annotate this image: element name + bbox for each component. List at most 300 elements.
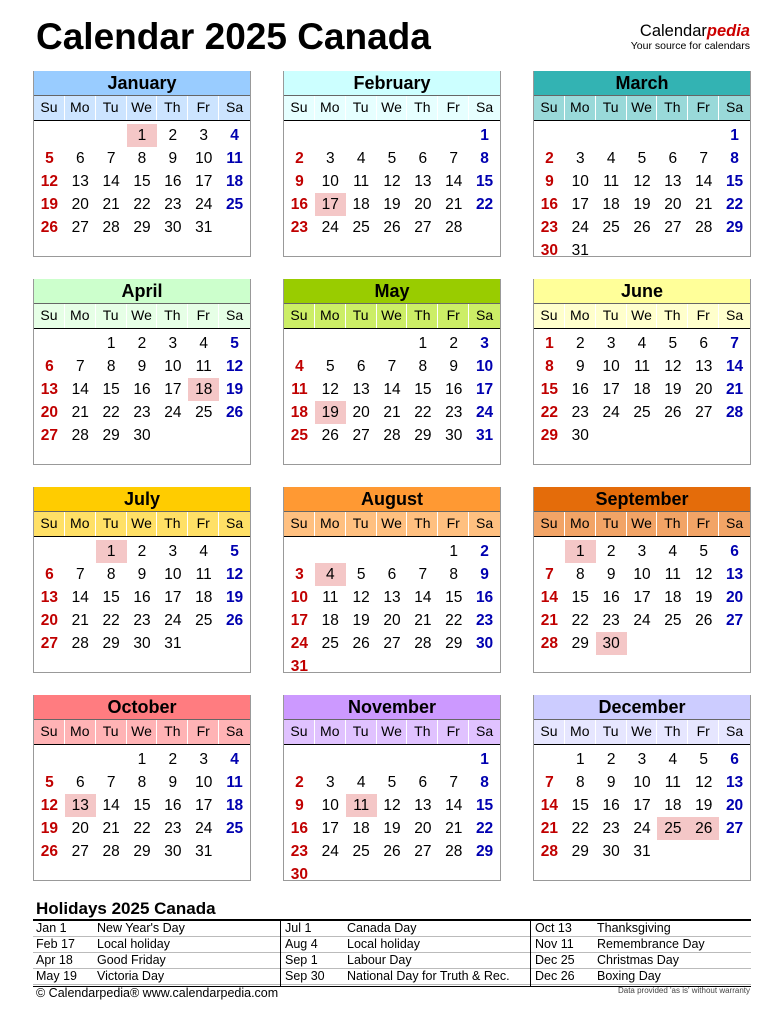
day-cell: 29: [445, 635, 463, 652]
day-cell: 23: [540, 219, 559, 236]
empty-cell: [377, 540, 408, 563]
day-cell: 19: [695, 589, 713, 606]
weekday-label: Su: [34, 512, 65, 536]
day-cell: 22: [475, 820, 494, 837]
weekday-label: Mo: [565, 512, 596, 536]
day-cell: 11: [195, 358, 212, 375]
month-december: [533, 695, 751, 881]
weekday-header: [284, 95, 500, 121]
weekday-label: Tu: [596, 512, 627, 536]
empty-cell: [346, 124, 377, 147]
day-cell: 11: [291, 381, 308, 398]
holiday-name: Good Friday: [97, 953, 166, 967]
empty-cell: [688, 124, 719, 147]
day-cell: 22: [414, 404, 432, 421]
empty-cell: [407, 540, 438, 563]
weekday-label: Sa: [726, 307, 744, 323]
empty-cell: [377, 748, 408, 771]
weekday-header: [534, 95, 750, 121]
day-cell: 19: [664, 381, 682, 398]
day-cell: 12: [664, 358, 682, 375]
holiday-date: Nov 11: [535, 937, 574, 951]
weekday-label: We: [127, 512, 158, 536]
day-cell: 25: [664, 612, 682, 629]
month-name: September: [534, 487, 750, 511]
holiday-name: Christmas Day: [597, 953, 679, 967]
day-cell: 20: [352, 404, 370, 421]
day-cell: 4: [668, 543, 678, 560]
holiday-date: May 19: [36, 969, 77, 983]
day-cell: 7: [106, 774, 116, 791]
day-cell: 31: [195, 219, 213, 236]
empty-cell: [315, 540, 346, 563]
day-cell: 23: [445, 404, 463, 421]
month-october: [33, 695, 251, 881]
day-cell: 21: [71, 612, 89, 629]
holiday-name: Thanksgiving: [597, 921, 671, 935]
weekday-label: Sa: [476, 515, 494, 531]
day-cell: 11: [226, 150, 243, 167]
day-cell: 12: [352, 589, 370, 606]
day-cell: 11: [603, 173, 620, 190]
day-cell: 7: [449, 150, 459, 167]
day-cell: 6: [699, 335, 709, 352]
day-cell: 5: [45, 150, 54, 167]
day-cell: 28: [71, 427, 89, 444]
holidays-table: [33, 919, 751, 987]
empty-cell: [65, 332, 96, 355]
month-name: May: [284, 279, 500, 303]
weekday-label: Th: [657, 720, 688, 744]
day-cell: 3: [168, 335, 178, 352]
day-cell: 8: [449, 566, 459, 583]
holiday-name: New Year's Day: [97, 921, 185, 935]
weekday-label: We: [127, 96, 158, 120]
day-cell: 6: [668, 150, 678, 167]
holiday-row: [33, 953, 751, 969]
day-cell: 16: [133, 381, 151, 398]
month-may: [283, 279, 501, 465]
day-cell: 10: [164, 358, 182, 375]
day-cell: 22: [475, 196, 494, 213]
holiday-name: Labour Day: [347, 953, 412, 967]
day-cell: 5: [387, 774, 397, 791]
day-cell: 14: [445, 173, 463, 190]
weekday-label: Sa: [726, 99, 744, 115]
day-cell: 23: [602, 820, 620, 837]
day-cell: 6: [418, 774, 428, 791]
day-cell: 21: [445, 196, 463, 213]
footer-disclaimer: Data provided 'as is' without warranty: [617, 986, 750, 995]
weekday-label: Tu: [96, 96, 127, 120]
weekday-label: Mo: [565, 96, 596, 120]
month-april: [33, 279, 251, 465]
weekday-label: Mo: [315, 304, 346, 328]
day-cell: 18: [225, 797, 244, 814]
day-cell: 10: [195, 150, 213, 167]
weekday-header: [534, 719, 750, 745]
weekday-label: Sa: [476, 307, 494, 323]
day-cell: 12: [225, 358, 244, 375]
day-cell: 11: [226, 774, 243, 791]
weekday-header: [34, 719, 250, 745]
holiday-date: Dec 26: [535, 969, 575, 983]
day-cell: 4: [606, 150, 616, 167]
day-cell: 15: [414, 381, 432, 398]
day-cell: 13: [414, 173, 432, 190]
brand-name-plain: Calendar: [639, 22, 707, 40]
weekday-header: [34, 303, 250, 329]
weekday-header: [34, 95, 250, 121]
day-cell: 19: [40, 820, 59, 837]
day-cell: 10: [195, 774, 213, 791]
weekday-label: Su: [34, 720, 65, 744]
day-cell: 19: [695, 797, 713, 814]
day-cell: 11: [195, 566, 212, 583]
day-cell: 5: [230, 335, 239, 352]
day-cell: 10: [321, 797, 339, 814]
weekday-label: Su: [534, 720, 565, 744]
day-cell: 8: [137, 774, 147, 791]
day-cell: 3: [295, 566, 304, 583]
day-cell: 9: [606, 774, 616, 791]
day-cell: 24: [475, 404, 494, 421]
day-cell: 25: [195, 404, 213, 421]
day-cell: 14: [540, 589, 559, 606]
day-grid: [534, 332, 750, 447]
weekday-label: Tu: [96, 304, 127, 328]
day-cell: 18: [225, 173, 244, 190]
day-grid: [534, 748, 750, 863]
day-cell: 24: [633, 820, 651, 837]
day-cell: 16: [133, 589, 151, 606]
day-cell: 12: [633, 173, 651, 190]
day-cell: 28: [383, 427, 401, 444]
weekday-label: Tu: [596, 720, 627, 744]
day-cell: 6: [45, 566, 54, 583]
holiday-day-cell: 19: [315, 401, 346, 424]
day-cell: 26: [383, 219, 401, 236]
day-cell: 12: [695, 774, 713, 791]
holiday-day-cell: 1: [96, 540, 127, 563]
brand-logo[interactable]: [631, 22, 750, 52]
empty-cell: [65, 124, 96, 147]
weekday-label: Th: [657, 304, 688, 328]
day-cell: 9: [137, 358, 147, 375]
day-cell: 15: [133, 797, 151, 814]
day-cell: 14: [102, 797, 120, 814]
weekday-label: We: [377, 720, 408, 744]
day-cell: 15: [133, 173, 151, 190]
day-cell: 24: [321, 219, 339, 236]
day-cell: 7: [730, 335, 739, 352]
page-title: Calendar 2025 Canada: [36, 16, 431, 57]
holiday-day-cell: 18: [188, 378, 219, 401]
day-cell: 18: [195, 589, 213, 606]
brand-tagline: Your source for calendars: [630, 40, 750, 52]
day-cell: 10: [571, 173, 589, 190]
day-cell: 17: [633, 797, 651, 814]
weekday-header: [284, 511, 500, 537]
weekday-label: Su: [534, 512, 565, 536]
day-cell: 27: [414, 843, 432, 860]
day-cell: 30: [290, 866, 309, 883]
day-cell: 12: [695, 566, 713, 583]
day-cell: 3: [325, 774, 335, 791]
day-cell: 15: [571, 589, 589, 606]
day-cell: 18: [321, 612, 339, 629]
day-grid: [284, 540, 500, 678]
day-cell: 14: [414, 589, 432, 606]
empty-cell: [34, 540, 65, 563]
day-cell: 4: [637, 335, 647, 352]
weekday-label: We: [627, 720, 658, 744]
weekday-label: Sa: [226, 723, 244, 739]
day-grid: [284, 124, 500, 239]
day-cell: 23: [133, 404, 151, 421]
weekday-label: Su: [284, 96, 315, 120]
day-cell: 25: [602, 219, 620, 236]
weekday-label: Th: [407, 304, 438, 328]
day-cell: 5: [699, 751, 709, 768]
day-cell: 8: [106, 566, 116, 583]
day-cell: 6: [45, 358, 54, 375]
day-cell: 28: [102, 843, 120, 860]
weekday-label: We: [627, 96, 658, 120]
day-cell: 12: [383, 797, 401, 814]
weekday-label: Mo: [65, 720, 96, 744]
column-divider: [530, 921, 531, 986]
day-cell: 14: [71, 589, 89, 606]
weekday-label: Su: [284, 512, 315, 536]
day-cell: 18: [290, 404, 309, 421]
day-cell: 3: [168, 543, 178, 560]
day-cell: 12: [40, 173, 59, 190]
holiday-day-cell: 26: [688, 817, 719, 840]
day-cell: 20: [725, 797, 744, 814]
day-cell: 16: [571, 381, 589, 398]
day-cell: 11: [664, 566, 681, 583]
weekday-label: Mo: [565, 720, 596, 744]
weekday-header: [284, 303, 500, 329]
day-cell: 11: [664, 774, 681, 791]
brand-name-bold: pedia: [706, 22, 750, 40]
day-cell: 24: [602, 404, 620, 421]
day-cell: 29: [102, 635, 120, 652]
empty-cell: [346, 748, 377, 771]
day-cell: 25: [352, 219, 370, 236]
weekday-header: [34, 511, 250, 537]
day-cell: 22: [102, 404, 120, 421]
day-cell: 4: [199, 335, 209, 352]
weekday-label: Sa: [476, 723, 494, 739]
day-cell: 15: [475, 173, 494, 190]
day-cell: 8: [480, 150, 489, 167]
day-cell: 29: [540, 427, 559, 444]
holiday-name: National Day for Truth & Rec.: [347, 969, 510, 983]
day-cell: 14: [725, 358, 744, 375]
day-cell: 28: [695, 219, 713, 236]
holiday-day-cell: 17: [315, 193, 346, 216]
empty-cell: [534, 124, 565, 147]
day-cell: 21: [725, 381, 744, 398]
day-cell: 5: [45, 774, 54, 791]
day-cell: 1: [137, 751, 147, 768]
day-cell: 3: [575, 150, 585, 167]
holiday-date: Sep 1: [285, 953, 318, 967]
day-cell: 17: [321, 820, 339, 837]
day-grid: [534, 124, 750, 262]
day-cell: 20: [40, 404, 59, 421]
weekday-label: Tu: [346, 512, 377, 536]
weekday-label: Mo: [315, 512, 346, 536]
day-cell: 23: [290, 219, 309, 236]
day-cell: 25: [633, 404, 651, 421]
holiday-row: [33, 937, 751, 953]
day-cell: 10: [633, 774, 651, 791]
holiday-date: Apr 18: [36, 953, 73, 967]
empty-cell: [284, 540, 315, 563]
day-cell: 28: [540, 635, 559, 652]
day-cell: 28: [445, 843, 463, 860]
day-cell: 27: [695, 404, 713, 421]
day-cell: 4: [199, 543, 209, 560]
day-grid: [284, 332, 500, 447]
day-grid: [34, 748, 250, 863]
day-cell: 4: [668, 751, 678, 768]
month-name: June: [534, 279, 750, 303]
holidays-title: Holidays 2025 Canada: [36, 899, 216, 918]
day-cell: 19: [383, 820, 401, 837]
day-cell: 20: [40, 612, 59, 629]
day-cell: 15: [475, 797, 494, 814]
day-cell: 22: [571, 820, 589, 837]
day-cell: 6: [387, 566, 397, 583]
weekday-label: Th: [157, 96, 188, 120]
weekday-label: Su: [34, 304, 65, 328]
day-cell: 28: [414, 635, 432, 652]
weekday-label: Tu: [346, 96, 377, 120]
day-grid: [534, 540, 750, 655]
day-cell: 27: [40, 635, 59, 652]
day-cell: 6: [418, 150, 428, 167]
day-cell: 9: [606, 566, 616, 583]
day-cell: 6: [75, 774, 85, 791]
day-cell: 10: [475, 358, 494, 375]
day-cell: 8: [575, 566, 585, 583]
holiday-day-cell: 1: [565, 540, 596, 563]
day-cell: 6: [730, 543, 739, 560]
day-cell: 12: [383, 173, 401, 190]
day-cell: 7: [387, 358, 397, 375]
holiday-name: Victoria Day: [97, 969, 165, 983]
weekday-label: We: [377, 304, 408, 328]
day-cell: 19: [352, 612, 370, 629]
weekday-label: Tu: [596, 96, 627, 120]
holiday-day-cell: 30: [596, 632, 627, 655]
day-cell: 12: [225, 566, 244, 583]
holiday-date: Dec 25: [535, 953, 575, 967]
day-cell: 17: [602, 381, 620, 398]
empty-cell: [65, 540, 96, 563]
day-cell: 5: [668, 335, 678, 352]
weekday-label: Sa: [226, 515, 244, 531]
day-cell: 20: [71, 196, 89, 213]
day-cell: 1: [480, 127, 489, 144]
holiday-name: Canada Day: [347, 921, 417, 935]
day-cell: 6: [356, 358, 366, 375]
day-cell: 16: [602, 589, 620, 606]
weekday-header: [534, 511, 750, 537]
day-cell: 13: [71, 173, 89, 190]
day-cell: 19: [40, 196, 59, 213]
day-cell: 22: [102, 612, 120, 629]
weekday-label: We: [127, 304, 158, 328]
empty-cell: [407, 748, 438, 771]
day-cell: 31: [475, 427, 494, 444]
day-cell: 29: [475, 843, 494, 860]
empty-cell: [284, 124, 315, 147]
day-cell: 16: [290, 820, 309, 837]
month-name: March: [534, 71, 750, 95]
empty-cell: [34, 332, 65, 355]
day-cell: 5: [230, 543, 239, 560]
month-january: [33, 71, 251, 257]
day-grid: [34, 124, 250, 239]
day-cell: 25: [321, 635, 339, 652]
empty-cell: [284, 332, 315, 355]
weekday-header: [284, 719, 500, 745]
day-cell: 2: [168, 751, 178, 768]
day-cell: 27: [725, 820, 744, 837]
day-cell: 21: [71, 404, 89, 421]
day-cell: 27: [383, 635, 401, 652]
month-september: [533, 487, 751, 673]
weekday-label: We: [377, 96, 408, 120]
weekday-label: Th: [407, 512, 438, 536]
weekday-label: Mo: [65, 96, 96, 120]
day-cell: 13: [352, 381, 370, 398]
day-cell: 2: [295, 150, 304, 167]
day-cell: 26: [225, 612, 244, 629]
empty-cell: [96, 748, 127, 771]
holiday-name: Local holiday: [97, 937, 170, 951]
day-cell: 17: [195, 173, 213, 190]
day-cell: 24: [571, 219, 589, 236]
day-cell: 13: [40, 589, 59, 606]
weekday-label: Fr: [188, 96, 219, 120]
day-cell: 14: [71, 381, 89, 398]
day-cell: 13: [383, 589, 401, 606]
day-cell: 10: [321, 173, 339, 190]
day-cell: 5: [387, 150, 397, 167]
day-cell: 9: [137, 566, 147, 583]
day-cell: 30: [164, 843, 182, 860]
day-cell: 21: [383, 404, 401, 421]
day-cell: 9: [480, 566, 489, 583]
day-cell: 18: [664, 589, 682, 606]
day-cell: 7: [545, 566, 554, 583]
day-cell: 17: [164, 381, 182, 398]
day-cell: 22: [571, 612, 589, 629]
day-cell: 17: [164, 589, 182, 606]
day-cell: 2: [480, 543, 489, 560]
column-divider: [280, 921, 281, 986]
day-cell: 15: [102, 589, 120, 606]
day-cell: 3: [606, 335, 616, 352]
day-cell: 27: [664, 219, 682, 236]
empty-cell: [96, 124, 127, 147]
